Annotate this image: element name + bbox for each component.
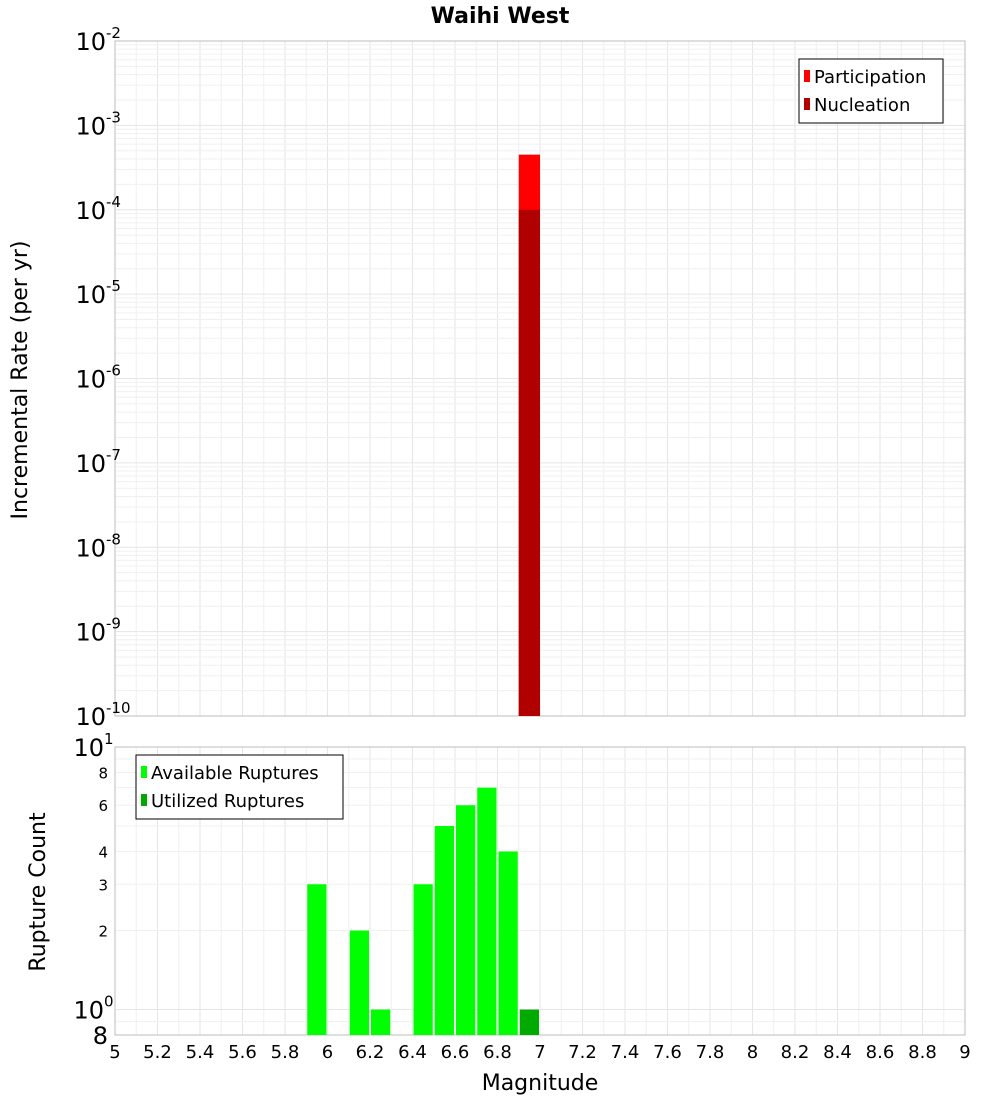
x-tick-label: 5.8 <box>270 1042 300 1063</box>
top-legend-entry: Nucleation <box>814 95 911 116</box>
top-legend-swatch <box>804 98 810 110</box>
top-y-tick-exponent: -2 <box>106 24 121 42</box>
bottom-bar-available-ruptures <box>350 931 369 1035</box>
top-y-tick-exponent: -10 <box>106 699 131 717</box>
x-axis-ticks <box>109 1042 970 1063</box>
top-y-tick-exponent: -6 <box>106 361 121 380</box>
top-y-tick-label: 10 <box>75 196 106 225</box>
bottom-y-tick-label: 4 <box>98 843 108 862</box>
x-tick-label: 8.8 <box>908 1042 937 1063</box>
top-y-tick-label: 10 <box>75 112 106 141</box>
top-y-tick-exponent: -5 <box>106 277 121 296</box>
top-legend-entry: Participation <box>814 67 927 88</box>
bottom-y-tick-major-exponent: 0 <box>104 992 114 1011</box>
x-tick-label: 8.6 <box>865 1042 895 1063</box>
x-tick-label: 5.4 <box>185 1042 215 1063</box>
x-tick-label: 7.8 <box>695 1042 725 1063</box>
top-y-tick-label: 10 <box>75 28 106 56</box>
top-bar-nucleation <box>519 210 540 716</box>
top-y-axis-label: Incremental Rate (per yr) <box>8 240 33 520</box>
bottom-y-tick-label: 8 <box>92 1022 108 1050</box>
x-tick-label: 6.6 <box>440 1042 470 1063</box>
x-tick-label: 6.2 <box>355 1042 385 1063</box>
top-y-tick-exponent: -3 <box>106 108 121 127</box>
bottom-bar-utilized-ruptures <box>520 1010 539 1035</box>
x-tick-label: 9 <box>959 1042 971 1063</box>
x-tick-label: 6.8 <box>483 1042 512 1063</box>
top-y-tick-exponent: -4 <box>106 192 121 211</box>
x-tick-label: 5 <box>109 1042 121 1063</box>
x-tick-label: 8.4 <box>823 1042 852 1063</box>
x-tick-label: 8 <box>746 1042 759 1063</box>
bottom-legend <box>136 755 343 819</box>
top-y-tick-label: 10 <box>75 281 106 310</box>
x-tick-label: 7.4 <box>610 1042 640 1063</box>
bottom-bar-available-ruptures <box>371 1010 390 1035</box>
top-plot-area <box>75 24 965 731</box>
bottom-bar-available-ruptures <box>477 788 496 1035</box>
top-y-tick-label: 10 <box>75 449 106 478</box>
bottom-y-tick-label: 6 <box>98 797 108 816</box>
top-legend <box>799 59 943 123</box>
x-tick-label: 5.6 <box>228 1042 257 1063</box>
x-axis-label: Magnitude <box>481 1071 599 1096</box>
bottom-y-tick-label: 2 <box>98 922 108 941</box>
bottom-y-tick-label: 3 <box>98 876 108 895</box>
bottom-y-tick-major-label: 10 <box>73 734 104 762</box>
chart-title: Waihi West <box>430 4 570 29</box>
x-tick-label: 5.2 <box>143 1042 172 1063</box>
x-tick-label: 7.2 <box>568 1042 597 1063</box>
top-legend-swatch <box>804 70 810 82</box>
top-y-tick-label: 10 <box>75 534 106 563</box>
top-y-tick-label: 10 <box>75 618 106 647</box>
x-tick-label: 7 <box>534 1042 546 1063</box>
top-y-tick-exponent: -9 <box>106 614 121 633</box>
top-y-tick-label: 10 <box>75 703 106 731</box>
x-tick-label: 6.4 <box>398 1042 427 1063</box>
bottom-bar-available-ruptures <box>499 851 518 1035</box>
bottom-bar-available-ruptures <box>435 826 454 1035</box>
x-tick-label: 8.2 <box>780 1042 810 1063</box>
bottom-legend-entry: Available Ruptures <box>151 763 319 784</box>
bottom-legend-entry: Utilized Ruptures <box>151 791 305 812</box>
top-y-tick-exponent: -8 <box>106 530 121 549</box>
top-y-tick-exponent: -7 <box>106 445 121 464</box>
bottom-y-tick-major-label: 10 <box>73 996 104 1025</box>
bottom-y-axis-label: Rupture Count <box>26 812 51 972</box>
bottom-bar-available-ruptures <box>307 884 326 1035</box>
top-y-tick-label: 10 <box>75 365 106 394</box>
bottom-y-tick-major-exponent: 1 <box>104 730 114 748</box>
bottom-legend-swatch <box>141 794 147 806</box>
bottom-legend-swatch <box>141 766 147 778</box>
x-tick-label: 7.6 <box>653 1042 682 1063</box>
x-tick-label: 6 <box>321 1042 334 1063</box>
bottom-bar-available-ruptures <box>414 884 433 1035</box>
bottom-bar-available-ruptures <box>456 805 475 1035</box>
bottom-y-tick-label: 8 <box>98 764 108 783</box>
